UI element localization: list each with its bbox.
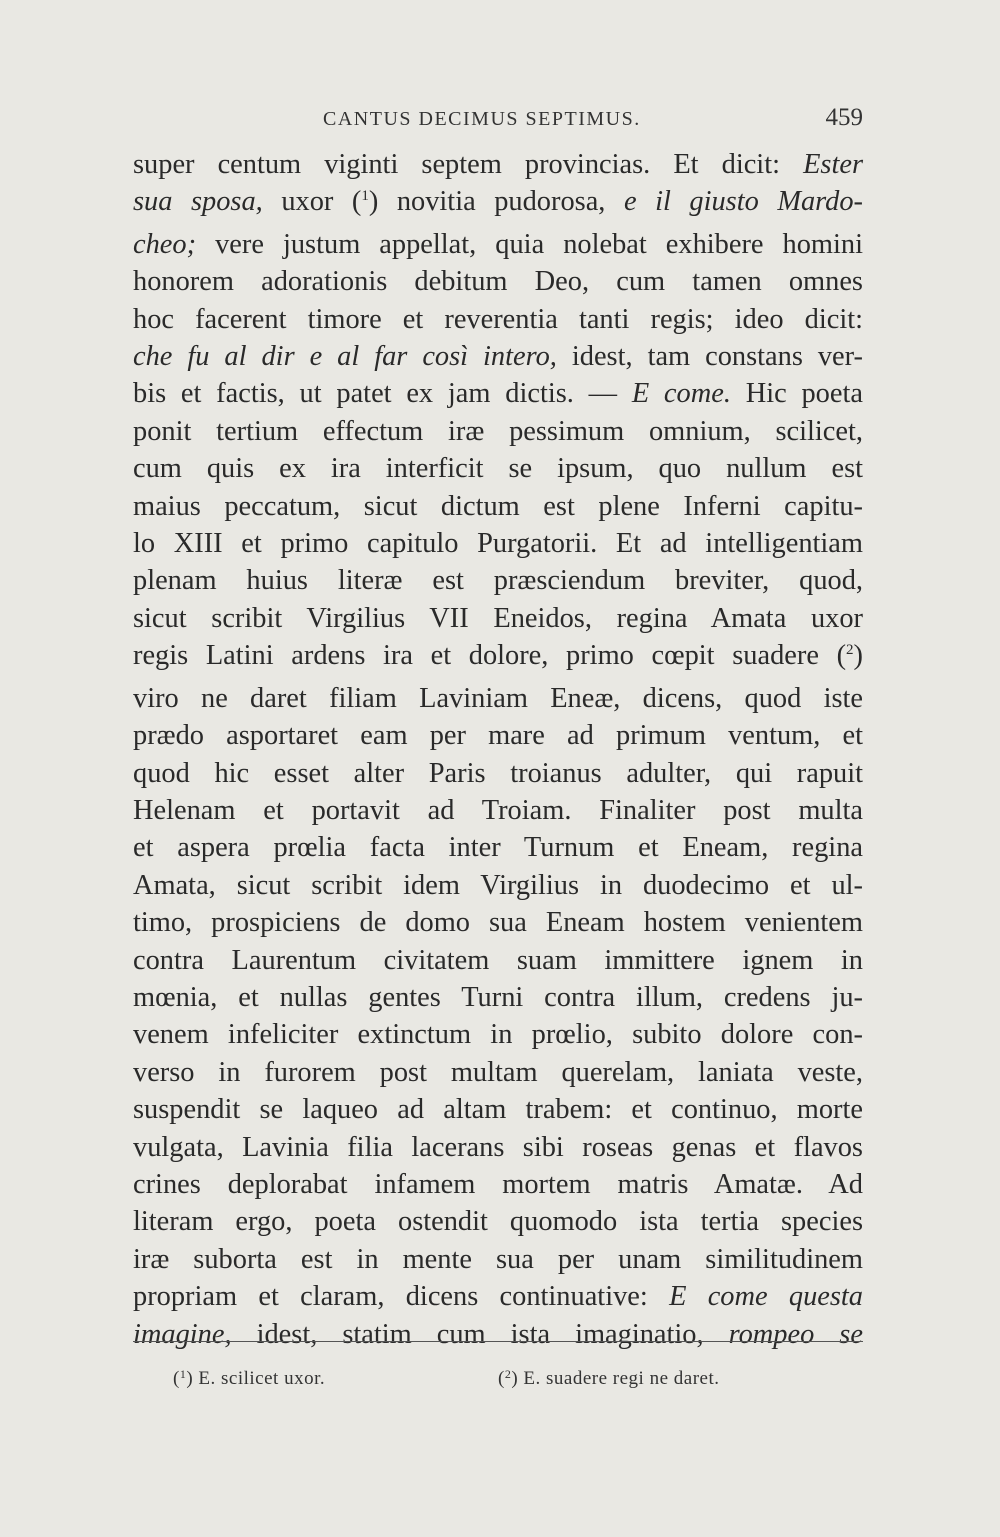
text-line: contra Laurentum civitatem suam immittere ignem in — [133, 944, 863, 976]
footnote-text: E. suadere regi ne daret. — [523, 1368, 720, 1389]
text-line: suspendit se laqueo ad altam trabem: et continuo, morte — [133, 1094, 863, 1126]
text-line: iræ suborta est in mente sua per unam similitudinem — [133, 1243, 863, 1275]
text-span: vere justum appellat, quia nolebat exhibere homini — [215, 228, 863, 260]
footnote-marker: 1 — [179, 1367, 187, 1381]
text-line: hoc facerent timore et reverentia tanti regis; ideo dicit: — [133, 303, 863, 335]
footnote-1: ($^1$) E. scilicet uxor. — [173, 1367, 326, 1389]
text-line: crines deplorabat infamem mortem matris Amatæ. Ad — [133, 1168, 863, 1200]
text-line: lo XIII et primo capitulo Purgatorii. Et ad intelligentiam — [133, 528, 863, 560]
text-line: literam ergo, poeta ostendit quomodo ista tertia species — [133, 1206, 863, 1238]
footnote-marker: 2 — [504, 1367, 512, 1381]
text-line: viro ne daret filiam Laviniam Eneæ, dicens, quod iste — [133, 682, 863, 714]
italic-span: E come questa — [669, 1281, 863, 1313]
text-span: uxor ( — [281, 186, 362, 218]
text-line: mœnia, et nullas gentes Turni contra illum, credens ju- — [133, 981, 863, 1013]
italic-span: E come. — [631, 378, 731, 410]
text-line: cum quis ex ira interficit se ipsum, quo nullum est — [133, 453, 863, 485]
text-span: idest, tam constans ver- — [571, 341, 863, 373]
italic-span: imagine, — [133, 1318, 232, 1350]
text-line: honorem adorationis debitum Deo, cum tamen omnes — [133, 266, 863, 298]
footnote-ref: 2 — [846, 642, 854, 659]
text-span: regis Latini ardens ira et dolore, primo cœpit suadere ( — [133, 640, 847, 672]
text-line — [133, 637, 863, 679]
text-line: vulgata, Lavinia filia lacerans sibi roseas genas et flavos — [133, 1131, 863, 1163]
text-line: verso in furorem post multam querelam, laniata veste, — [133, 1056, 863, 1088]
italic-span: cheo; — [133, 228, 197, 260]
text-line: maius peccatum, sicut dictum est plene Inferni capitu- — [133, 490, 863, 522]
italic-span: sua sposa, — [133, 186, 263, 218]
text-line: venem infeliciter extinctum in prœlio, subito dolore con- — [133, 1019, 863, 1051]
text-line — [133, 146, 863, 183]
text-span: ) novitia pudorosa, — [368, 186, 606, 218]
text-line: quod hic esset alter Paris troianus adulter, qui rapuit — [133, 757, 863, 789]
text-span: Hic poeta — [745, 378, 863, 410]
text-line — [133, 338, 863, 375]
text-line — [133, 226, 863, 263]
italic-span: rompeo se — [728, 1318, 863, 1350]
text-span: bis et factis, ut patet ex jam dictis. — — [133, 378, 618, 410]
text-span: super centum viginti septem provincias. Et dicit: — [133, 149, 780, 180]
text-line: et aspera prœlia facta inter Turnum et Eneam, regina — [133, 832, 863, 864]
footnote-2: ($^2$) E. suadere regi ne daret. — [498, 1367, 720, 1389]
text-span: idest, statim cum ista imaginatio, — [256, 1318, 704, 1350]
italic-span: Ester — [803, 149, 863, 180]
running-head — [133, 104, 863, 134]
italic-span: che fu al dir e al far così intero, — [133, 341, 557, 373]
text-line: timo, prospiciens de domo sua Eneam hostem venientem — [133, 907, 863, 939]
italic-span: e il giusto Mardo- — [623, 186, 864, 218]
text-line — [133, 183, 863, 225]
body-text — [133, 146, 863, 1353]
text-line: Helenam et portavit ad Troiam. Finaliter post multa — [133, 794, 863, 826]
text-line — [133, 375, 863, 412]
text-span: propriam et claram, dicens continuative: — [133, 1281, 648, 1313]
footnote-ref: 1 — [361, 188, 369, 205]
text-line: plenam huius literæ est præsciendum breviter, quod, — [133, 565, 863, 597]
running-title: CANTUS DECIMUS SEPTIMUS. — [323, 108, 641, 130]
text-line: Amata, sicut scribit idem Virgilius in duodecimo et ul- — [133, 869, 863, 901]
text-line: sicut scribit Virgilius VII Eneidos, regina Amata uxor — [133, 602, 863, 634]
page-number: 459 — [825, 104, 863, 131]
text-line: prædo asportaret eam per mare ad primum ventum, et — [133, 720, 863, 752]
text-span: ) — [853, 640, 863, 672]
text-line — [133, 1316, 863, 1353]
text-line: ponit tertium effectum iræ pessimum omnium, scilicet, — [133, 415, 863, 447]
footnote-divider — [133, 1341, 863, 1342]
text-line — [133, 1278, 863, 1315]
footnote-text: E. scilicet uxor. — [198, 1368, 326, 1389]
